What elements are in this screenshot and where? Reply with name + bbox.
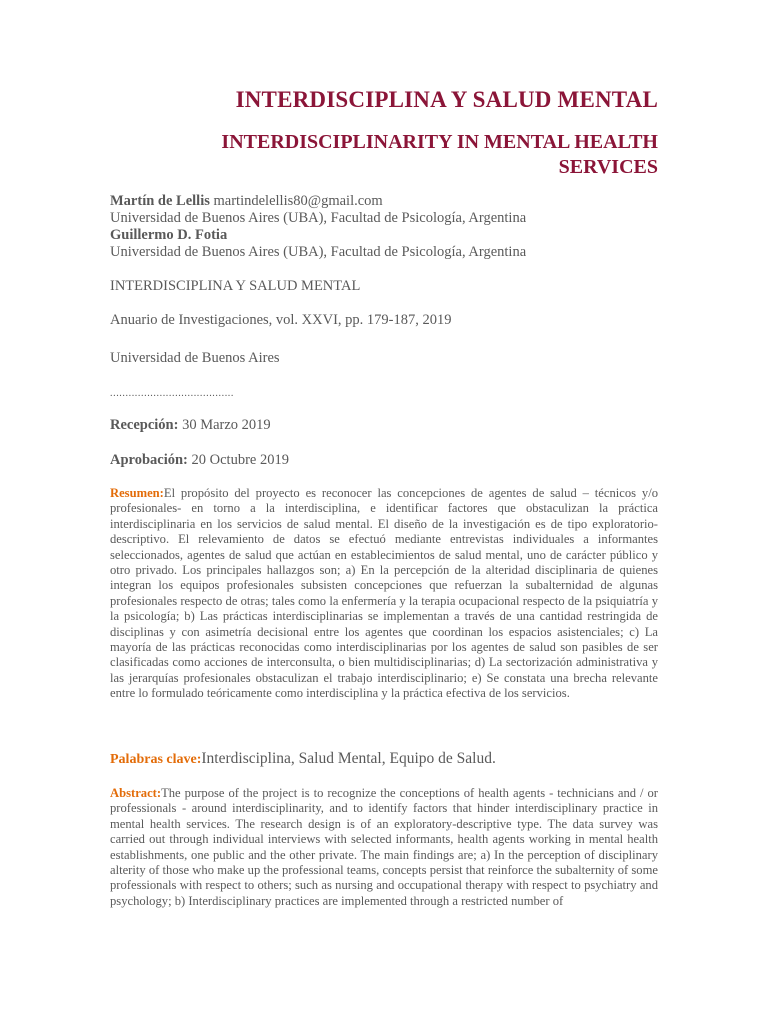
running-title: INTERDISCIPLINA Y SALUD MENTAL [110,278,361,294]
keywords [110,750,658,769]
keywords-label: Palabras clave: [110,752,202,767]
author-1-name: Martín de Lellis [110,193,210,209]
english-title-line-1: INTERDISCIPLINARITY IN MENTAL HEALTH [221,131,658,153]
abstract-en-text: The purpose of the project is to recognize the conceptions of health agents - technicians and / or professionals - around interdisciplinarity, and to identify factors that hinder interdisciplinary practice in mental health services. The research design is of an exploratory-descriptive type. The data survey was carried out through individual interviews with selected informants, health agents working in mental health establishments, one public and the other private. The main findings are; a) In the perception of disciplinary alterity of those who make up the professional teams, concepts persist that reinforce the subalternity of some professionals with respect to others; such as nursing and occupational therapy with respect to psychiatry and psychology; b) Interdisciplinary practices are implemented through a restricted number of [110,786,658,908]
approval-value: 20 Octubre 2019 [187,452,289,468]
author-2-name: Guillermo D. Fotia [110,227,228,243]
abstract-en [110,786,658,909]
abstract-en-label: Abstract: [110,786,162,800]
approval-date [110,452,289,469]
author-1-affiliation: Universidad de Buenos Aires (UBA), Facultad de Psicología, Argentina [110,210,527,226]
reception-date [110,417,271,434]
journal-citation: Anuario de Investigaciones, vol. XXVI, pp. 179-187, 2019 [110,312,452,328]
author-1-email: martindelellis80@gmail.com [209,193,383,209]
abstract-es [110,486,658,702]
english-title-line-2: SERVICES [558,156,658,178]
author-2-affiliation: Universidad de Buenos Aires (UBA), Facultad de Psicología, Argentina [110,244,527,260]
keywords-text: Interdisciplina, Salud Mental, Equipo de Salud. [201,750,496,767]
page-title: INTERDISCIPLINA Y SALUD MENTAL [235,87,658,112]
publisher: Universidad de Buenos Aires [110,350,280,366]
authors-block [110,193,658,261]
approval-label: Aprobación: [110,452,188,468]
author-1-line [110,193,658,210]
separator: ........................................ [110,388,234,399]
author-2-line [110,227,658,244]
english-title [110,130,658,180]
reception-label: Recepción: [110,417,179,433]
abstract-es-label: Resumen: [110,486,164,500]
reception-value: 30 Marzo 2019 [178,417,271,433]
abstract-es-text: El propósito del proyecto es reconocer las concepciones de agentes de salud – técnicos y/o profesionales- en torno a la interdisciplina, e identificar factores que obstaculizan la práctica interdisciplinaria en los servicios de salud mental. El diseño de la investigación es de tipo exploratorio-descriptivo. El relevamiento de datos se efectuó mediante entrevistas individuales a informantes seleccionados, agentes de salud que actúan en establecimientos de salud mental, uno de carácter público y otro privado. Los principales hallazgos son; a) En la percepción de la alteridad disciplinaria de quienes integran los equipos profesionales subsisten concepciones que refuerzan la subalternidad de algunas profesionales respecto de otras; tales como la enfermería y la terapia ocupacional respecto de la psiquiatría y la psicología; b) Las prácticas interdisciplinarias se implementan a través de una cantidad restringida de disciplinas y con asimetría decisional entre los agentes que coordinan los espacios asistenciales; c) La mayoría de las prácticas reconocidas como interdisciplinarias por los agentes de salud son pasibles de ser clasificadas como acciones de interconsulta, o bien multidisciplinarias; d) La sectorización administrativa y las jerarquías profesionales obstaculizan el trabajo interdisciplinario; e) Se constata una brecha relevante entre lo formulado teóricamente como interdisciplina y la práctica efectiva de los servicios. [110,486,658,701]
